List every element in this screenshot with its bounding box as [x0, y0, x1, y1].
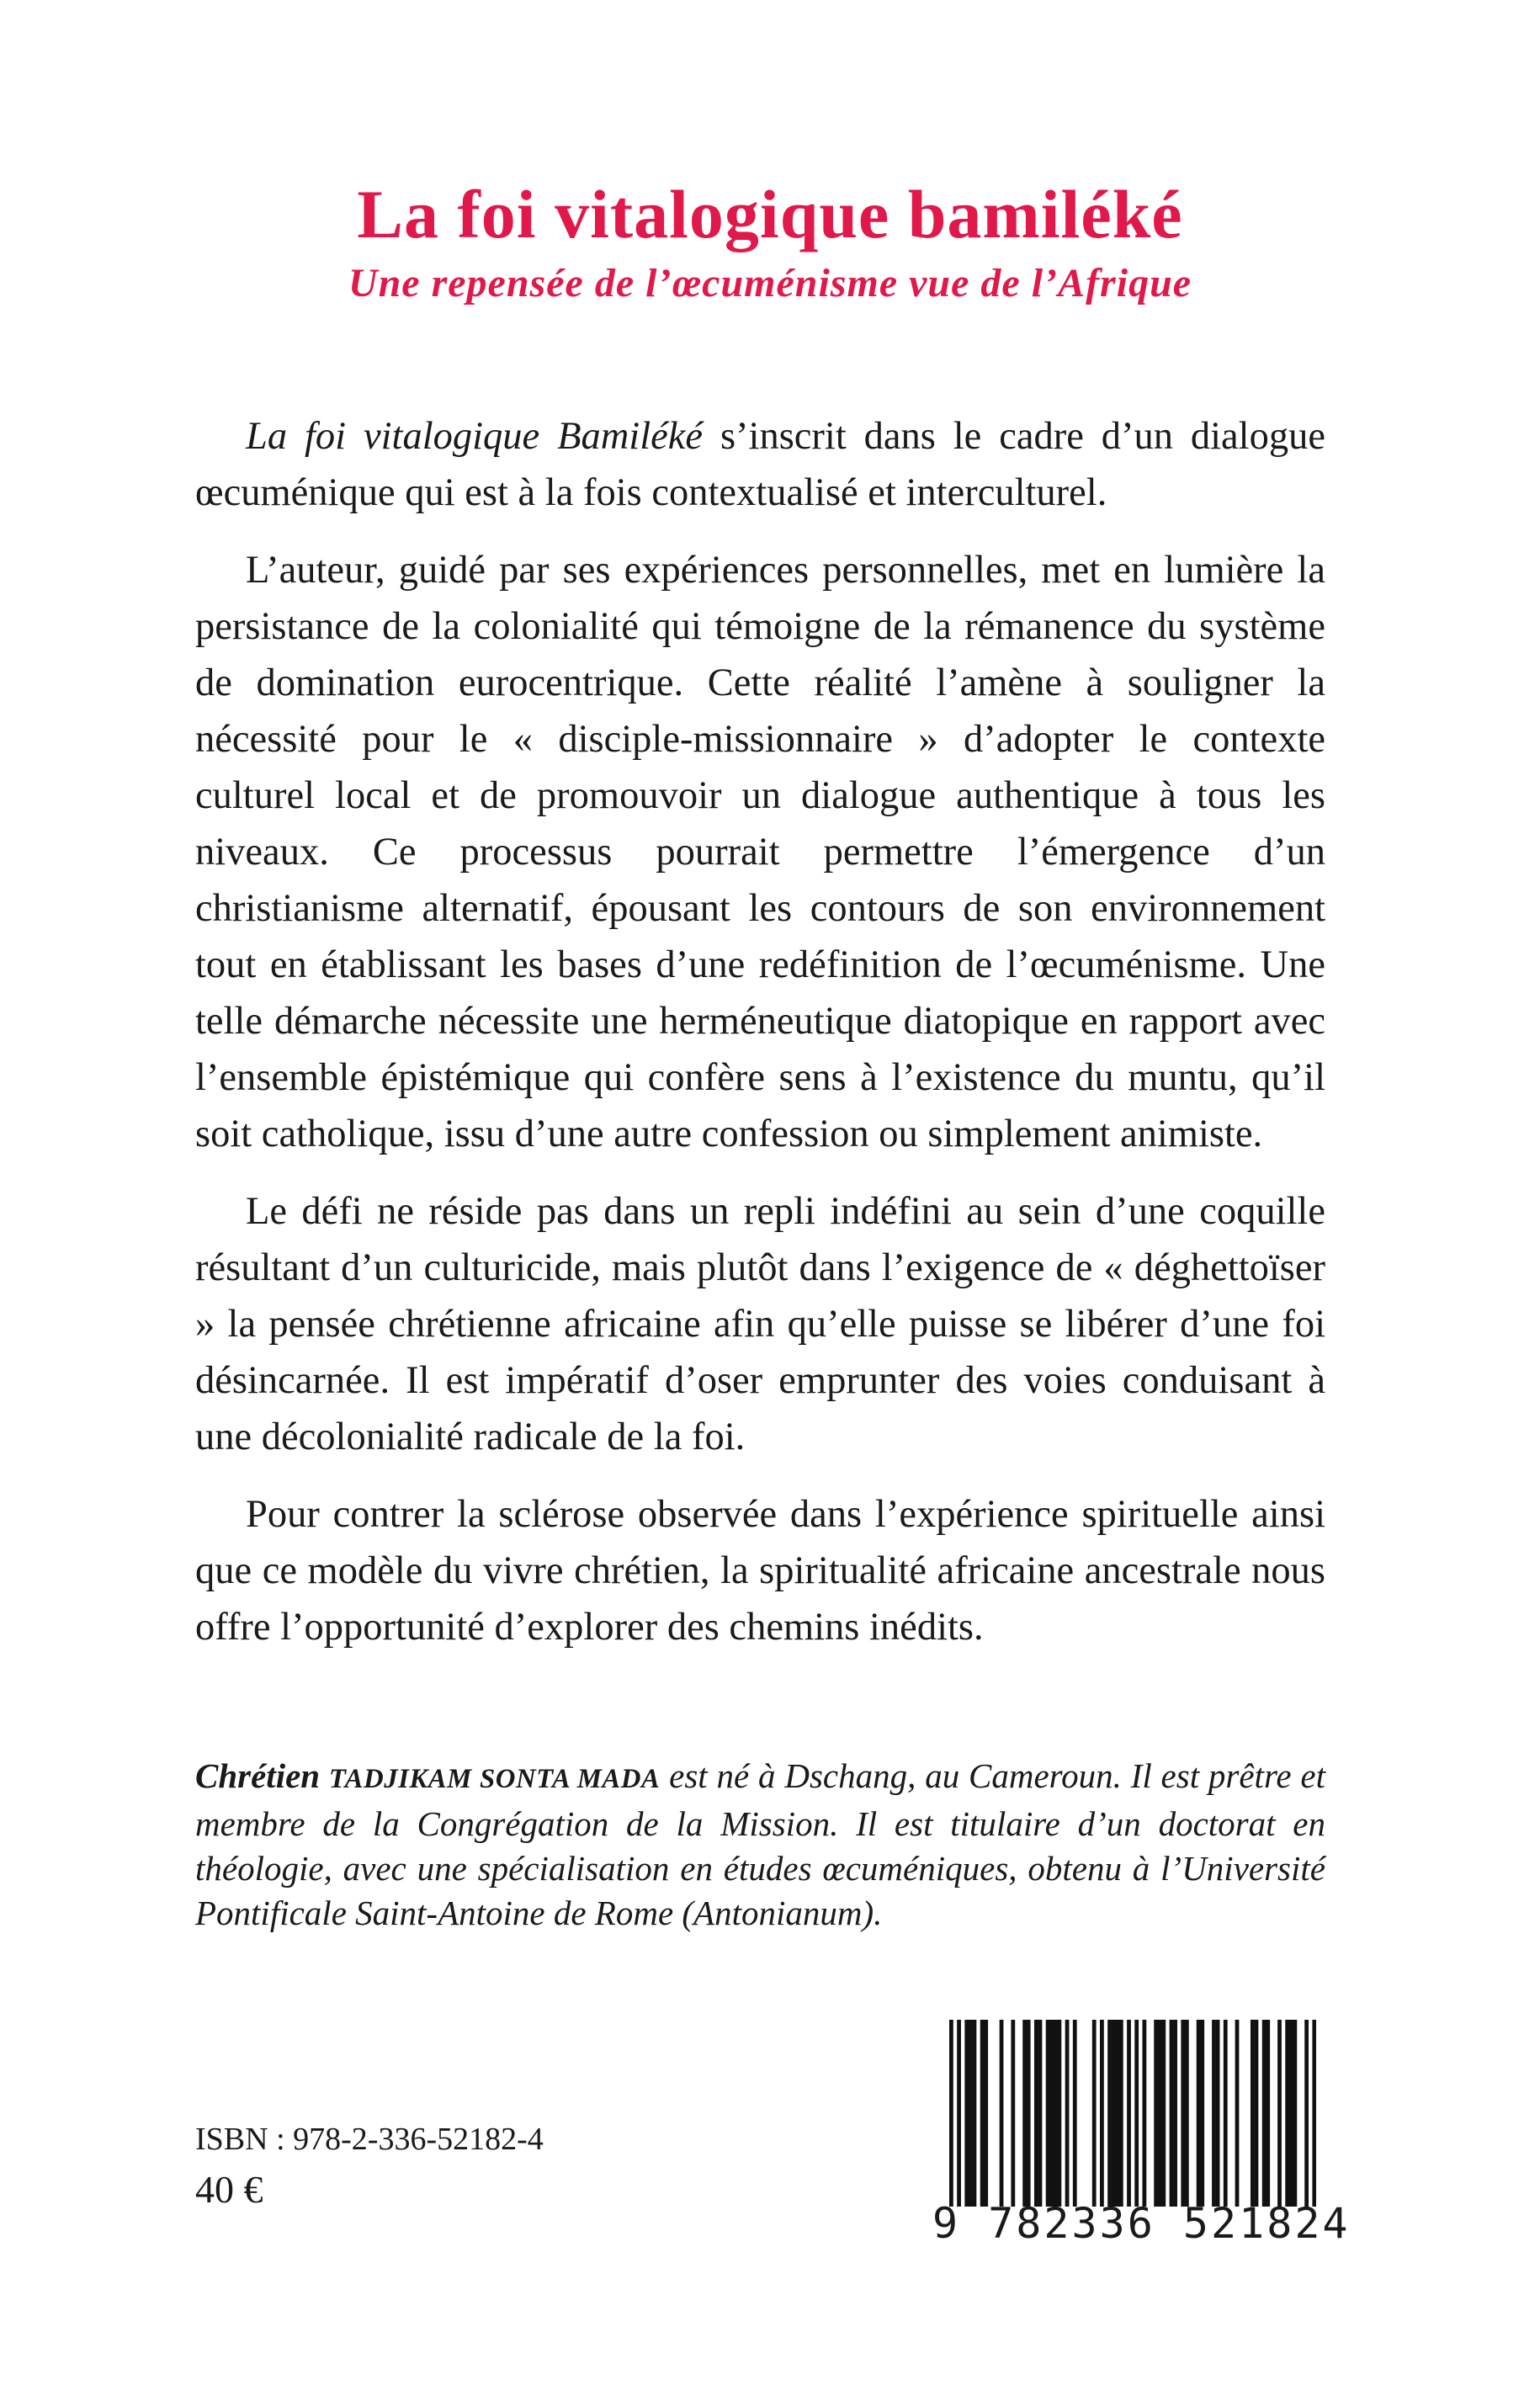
author-name	[195, 1756, 660, 1795]
barcode-bar	[1046, 2020, 1050, 2207]
barcode	[949, 2020, 1316, 2207]
barcode-bar	[1119, 2020, 1123, 2207]
barcode-bar	[1000, 2020, 1004, 2207]
blurb-paragraph-1	[195, 408, 1325, 521]
barcode-bar	[1200, 2020, 1204, 2207]
barcode-bar	[1158, 2020, 1162, 2207]
barcode-bar	[1112, 2020, 1116, 2207]
blurb-paragraph-3: Le défi ne réside pas dans un repli indéfini au sein d’une coquille résultant d’un culturicide, mais plutôt dans l’exigence de « déghettoïser » la pensée chrétienne africaine afin qu’elle puisse se libérer d’une foi désincarnée. Il est impératif d’oser emprunter des voies conduisant à une décolonialité radicale de la foi.	[195, 1190, 1325, 1458]
barcode-bar	[1034, 2020, 1038, 2207]
barcode-bar	[1092, 2020, 1097, 2207]
barcode-bar	[1161, 2020, 1166, 2207]
barcode-bar	[1065, 2020, 1070, 2207]
barcode-bar	[1185, 2020, 1189, 2207]
paragraph-text: s’inscrit dans le cadre d’un dialogue œcuménique qui est à la fois contextualisé et interculturel.	[195, 415, 1325, 514]
barcode-bar	[1127, 2020, 1131, 2207]
book-subtitle: Une repensée de l’œcuménisme vue de l’Afrique	[348, 261, 1192, 305]
barcode-bar	[1170, 2020, 1174, 2207]
barcode-bar	[1181, 2020, 1185, 2207]
barcode-bar	[1011, 2020, 1015, 2207]
barcode-bar	[1173, 2020, 1177, 2207]
barcode-bar	[1038, 2020, 1043, 2207]
barcode-bar	[1115, 2020, 1119, 2207]
book-title: La foi vitalogique bamiléké	[357, 176, 1183, 252]
barcode-bar	[1235, 2020, 1240, 2207]
barcode-digits: 9 782336 521824	[932, 2199, 1351, 2248]
barcode-bar	[1304, 2020, 1309, 2207]
barcode-bar	[1266, 2020, 1270, 2207]
barcode-bar	[1312, 2020, 1316, 2207]
barcode-bar	[1224, 2020, 1228, 2207]
barcode-bar	[1027, 2020, 1031, 2207]
barcode-bar	[1154, 2020, 1158, 2207]
barcode-bar	[964, 2020, 969, 2207]
isbn: ISBN : 978-2-336-52182-4	[195, 2122, 544, 2157]
author-bio	[195, 1754, 1325, 1936]
author-last-name: TADJIKAM SONTA MADA	[328, 1764, 661, 1794]
barcode-bar	[1255, 2020, 1259, 2207]
author-first-name: Chrétien	[195, 1756, 321, 1795]
barcode-bar	[1054, 2020, 1058, 2207]
back-cover-blurb	[195, 408, 1325, 1676]
barcode-bar	[1049, 2020, 1054, 2207]
barcode-bar	[1100, 2020, 1104, 2207]
barcode-bar	[1107, 2020, 1112, 2207]
book-title-reference: La foi vitalogique Bamiléké	[246, 415, 704, 458]
barcode-bar	[969, 2020, 973, 2207]
barcode-bar	[1197, 2020, 1201, 2207]
barcode-bar	[1285, 2020, 1289, 2207]
blurb-paragraph-2: L’auteur, guidé par ses expériences personnelles, met en lumière la persistance de la colonialité qui témoigne de la rémanence du système de domination eurocentrique. Cette réalité l’amène à souligner la nécessité pour le « disciple-missionnaire » d’adopter le contexte culturel local et de promouvoir un dialogue authentique à tous les niveaux. Ce processus pourrait permettre l’émergence d’un christianisme alternatif, épousant les contours de son environnement tout en établissant les bases d’une redéfinition de l’œcuménisme. Une telle démarche nécessite une herméneutique diatopique en rapport avec l’ensemble épistémique qui confère sens à l’existence du muntu, qu’il soit catholique, issu d’une autre confession ou simplement animiste.	[195, 549, 1325, 1155]
barcode-bar	[1251, 2020, 1255, 2207]
barcode-bar	[1142, 2020, 1146, 2207]
barcode-bar	[1289, 2020, 1293, 2207]
barcode-bar	[1134, 2020, 1139, 2207]
barcode-bar	[957, 2020, 961, 2207]
barcode-bar	[973, 2020, 977, 2207]
barcode-bar	[1058, 2020, 1062, 2207]
barcode-bar	[949, 2020, 953, 2207]
barcode-bar	[1212, 2020, 1216, 2207]
barcode-bar	[1022, 2020, 1027, 2207]
author-bio-text: est né à Dschang, au Cameroun. Il est prêtre et membre de la Congrégation de la Mission. Il est titulaire d’un doctorat en théologie, avec une spécialisation en études œcuméniques, obtenu à l’Université Pontificale Saint-Antoine de Rome (Antonianum).	[195, 1756, 1325, 1932]
barcode-bar	[1262, 2020, 1267, 2207]
barcode-bar	[1293, 2020, 1297, 2207]
barcode-bar	[984, 2020, 988, 2207]
barcode-bar	[980, 2020, 985, 2207]
barcode-bar	[1216, 2020, 1220, 2207]
blurb-paragraph-4: Pour contrer la sclérose observée dans l’expérience spirituelle ainsi que ce modèle du vivre chrétien, la spiritualité africaine ancestrale nous offre l’opportunité d’explorer des chemins inédits.	[195, 1493, 1325, 1649]
price: 40 €	[195, 2168, 263, 2211]
barcode-bar	[1073, 2020, 1077, 2207]
barcode-bar	[1277, 2020, 1282, 2207]
